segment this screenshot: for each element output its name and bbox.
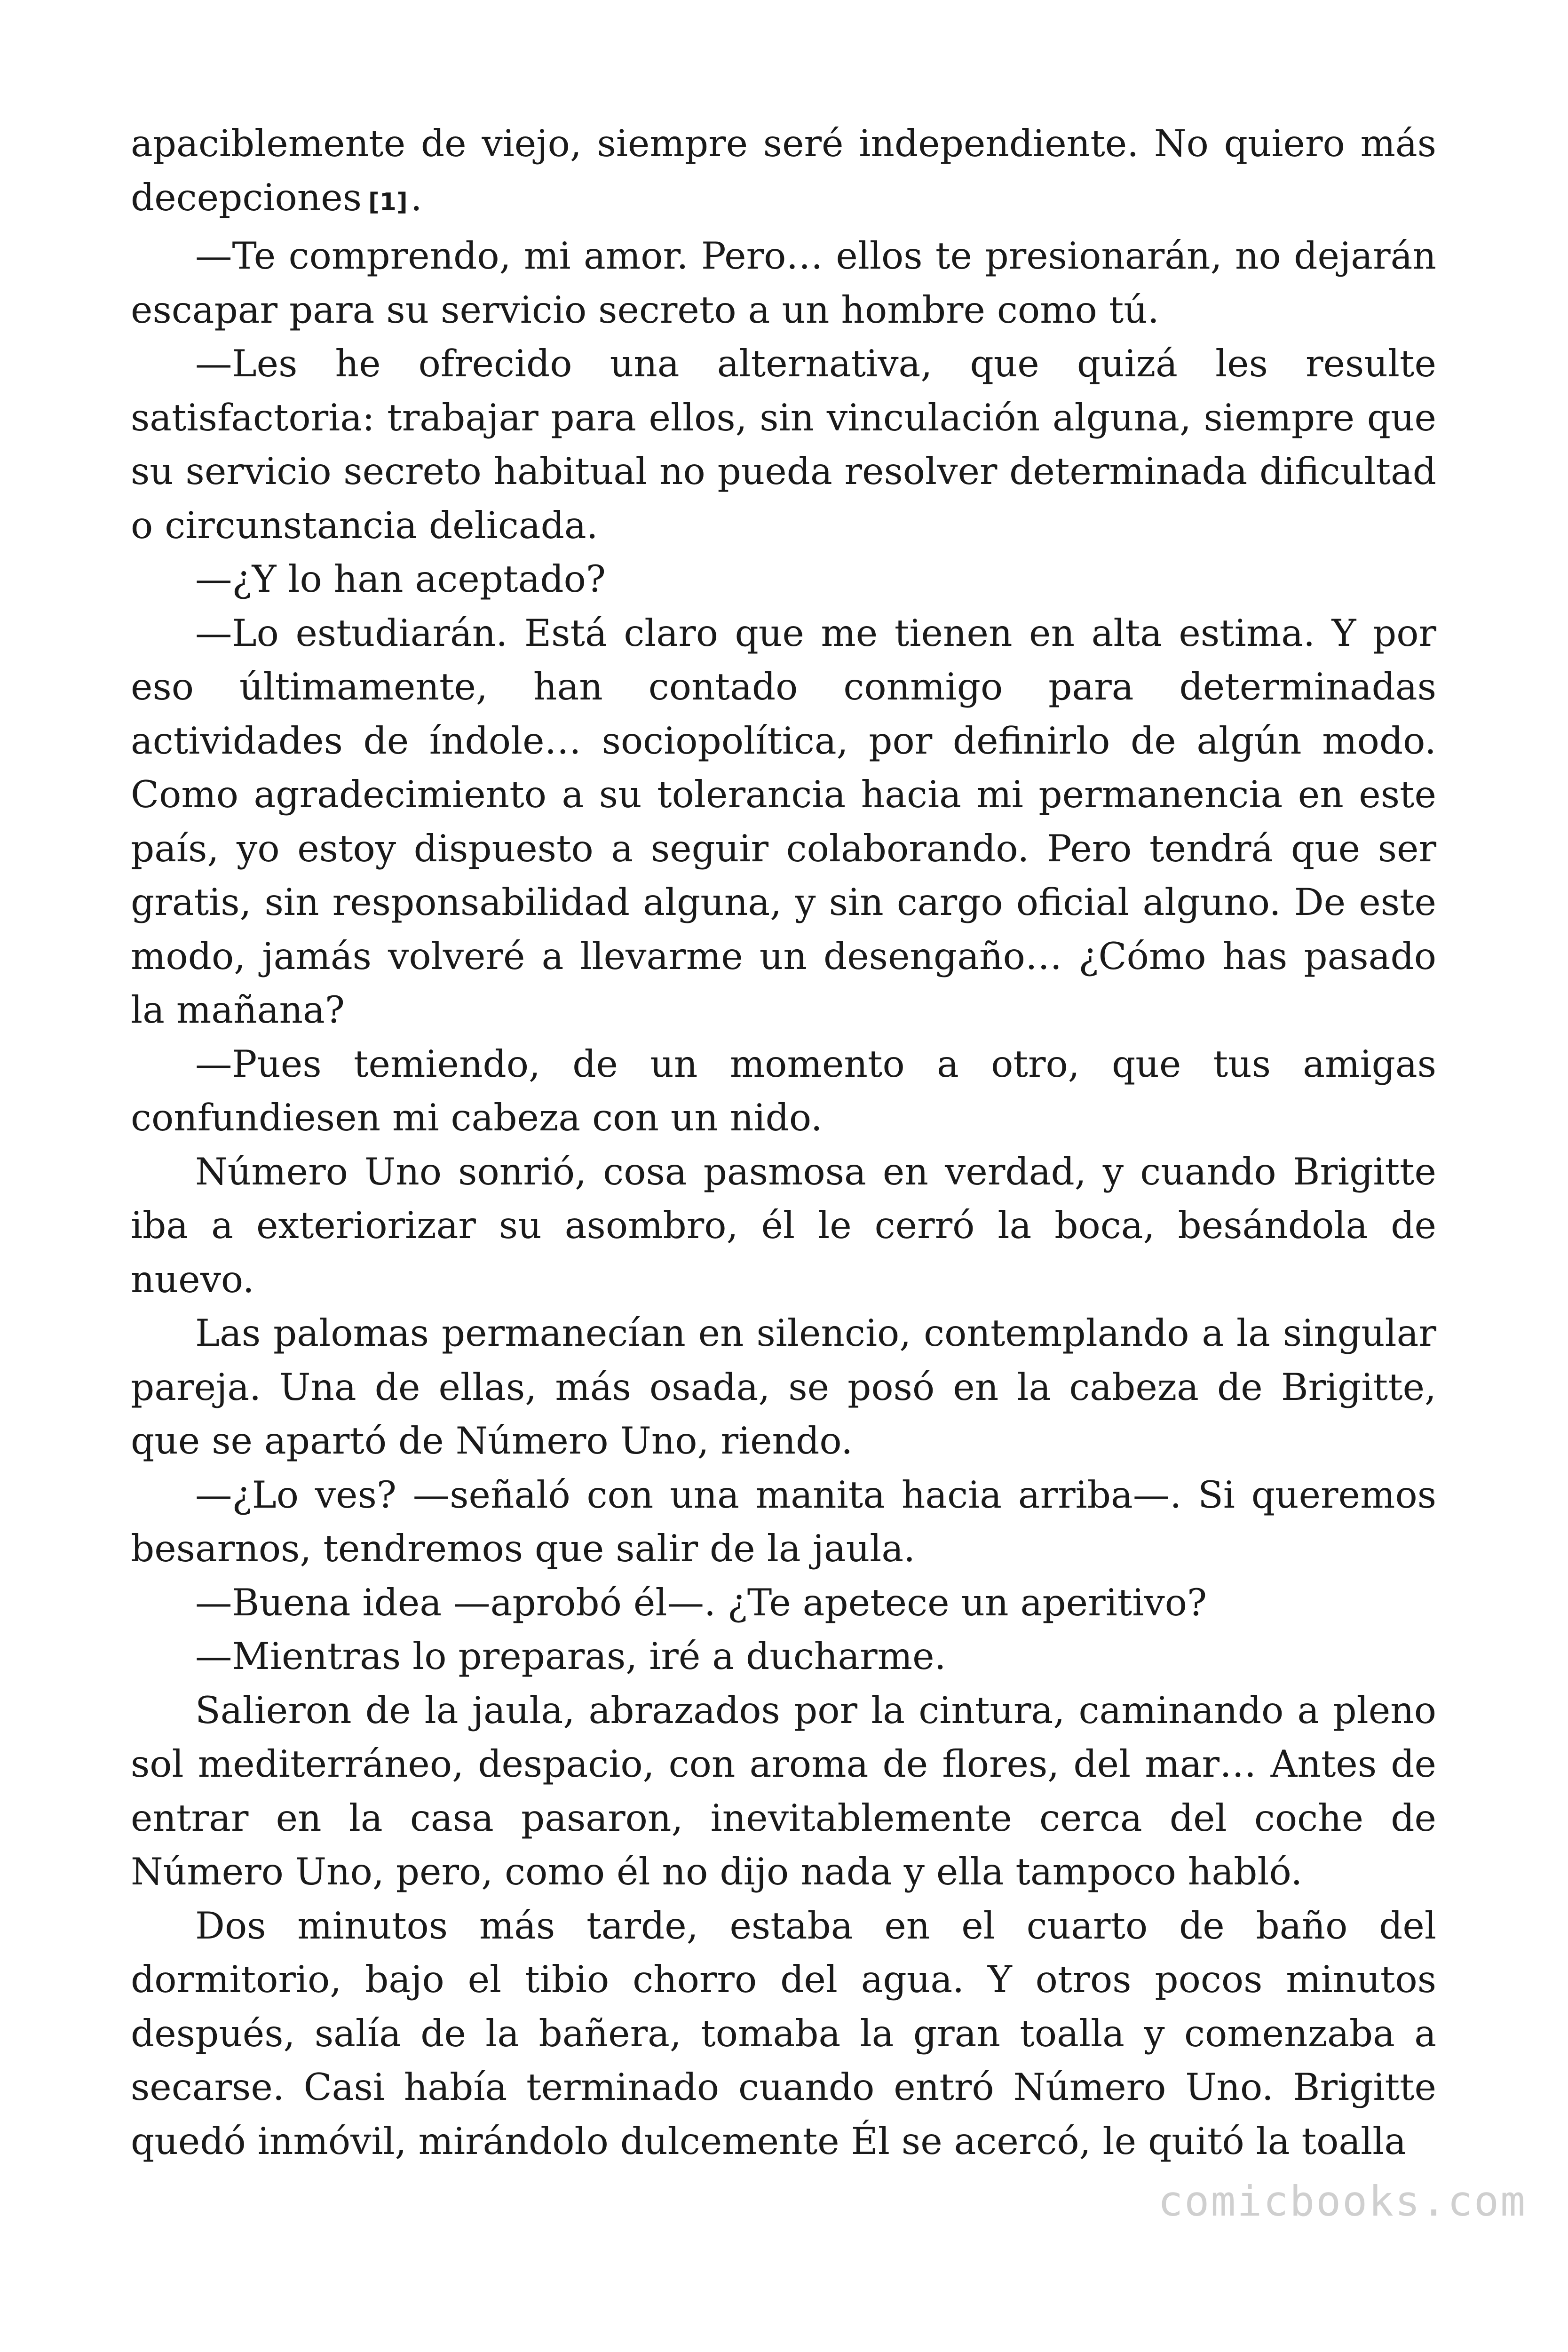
paragraph-10: —Buena idea —aprobó él—. ¿Te apetece un aperitivo? — [195, 1581, 1207, 1624]
paragraph-13: Dos minutos más tarde, estaba en el cuarto de baño del dormitorio, bajo el tibio chorro del agua. Y otros pocos minutos después, salía de la bañera, tomaba la gran toalla y comenzaba a secarse. Casi había terminado cuando entró Número Uno. Brigitte quedó inmóvil, mirándolo dulcemente Él se acercó, le quitó la toalla — [131, 1904, 1436, 2163]
paragraph-6: —Pues temiendo, de un momento a otro, que tus amigas confundiesen mi cabeza con un nido. — [131, 1042, 1436, 1139]
paragraph-1-ending: . — [410, 175, 422, 219]
page-text-block — [131, 117, 1436, 2168]
paragraph-2: —Te comprendo, mi amor. Pero… ellos te presionarán, no dejarán escapar para su servicio secreto a un hombre como tú. — [131, 234, 1436, 332]
paragraph-7: Número Uno sonrió, cosa pasmosa en verdad, y cuando Brigitte iba a exteriorizar su asombro, él le cerró la boca, besándola de nuevo. — [131, 1150, 1436, 1301]
paragraph-1-text: apaciblemente de viejo, siempre seré independiente. No quiero más decepciones — [131, 122, 1436, 219]
paragraph-11: —Mientras lo preparas, iré a ducharme. — [195, 1635, 946, 1678]
footnote-reference-link[interactable]: [1] — [368, 188, 408, 216]
paragraph-12: Salieron de la jaula, abrazados por la cintura, caminando a pleno sol mediterráneo, despacio, con aroma de flores, del mar… Antes de entrar en la casa pasaron, inevitablemente cerca del coche de Número Uno, pero, como él no dijo nada y ella tampoco habló. — [131, 1688, 1436, 1893]
paragraph-1 — [131, 117, 1436, 229]
paragraph-3: —Les he ofrecido una alternativa, que quizá les resulte satisfactoria: trabajar para ellos, sin vinculación alguna, siempre que su servicio secreto habitual no pueda resolver determinada dificultad o circunstancia delicada. — [131, 342, 1436, 547]
watermark: comicbooks.com — [1158, 2177, 1527, 2225]
paragraph-5: —Lo estudiarán. Está claro que me tienen en alta estima. Y por eso últimamente, han contado conmigo para determinadas actividades de índole… sociopolítica, por definirlo de algún modo. Como agradecimiento a su tolerancia hacia mi permanencia en este país, yo estoy dispuesto a seguir colaborando. Pero tendrá que ser gratis, sin responsabilidad alguna, y sin cargo oficial alguno. De este modo, jamás volveré a llevarme un desengaño… ¿Cómo has pasado la mañana? — [131, 611, 1436, 1032]
paragraph-8: Las palomas permanecían en silencio, contemplando a la singular pareja. Una de ellas, más osada, se posó en la cabeza de Brigitte, que se apartó de Número Uno, riendo. — [131, 1311, 1436, 1462]
paragraph-9: —¿Lo ves? —señaló con una manita hacia arriba—. Si queremos besarnos, tendremos que salir de la jaula. — [131, 1473, 1436, 1570]
paragraph-4: —¿Y lo han aceptado? — [195, 557, 606, 601]
